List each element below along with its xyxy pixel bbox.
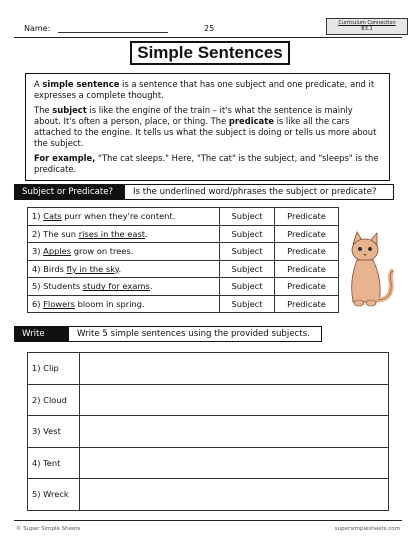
table-row (28, 208, 339, 226)
sentence-number: 6) (32, 298, 44, 309)
predicate-option[interactable]: Predicate (275, 278, 339, 296)
sentence-after: purr when they're content. (61, 211, 176, 222)
write-answer-field[interactable] (80, 447, 389, 479)
underlined-phrase: Apples (43, 246, 72, 257)
table-row (28, 243, 339, 261)
predicate-option[interactable]: Predicate (275, 225, 339, 243)
worksheet-header (14, 18, 402, 38)
header-rule (14, 37, 402, 38)
write-answer-field[interactable] (80, 479, 389, 511)
write-answer-field[interactable] (80, 384, 389, 416)
footer-website: supersimplesheets.com (334, 526, 400, 532)
sentence-number: 1) (32, 211, 44, 222)
sentence-before: The sun (43, 228, 79, 239)
sentence-number: 5) (32, 281, 44, 292)
write-subject-label: 2) Cloud (28, 384, 80, 416)
sentence-number: 2) (32, 228, 44, 239)
write-row (28, 353, 389, 385)
subject-option[interactable]: Subject (220, 208, 275, 226)
write-subject-label: 3) Vest (28, 416, 80, 448)
intro-paragraph-3: For example, "The cat sleeps." Here, "The cat" is the subject, and "sleeps" is the predicate. (34, 153, 379, 174)
term-for-example: For example, (34, 153, 96, 163)
write-row (28, 479, 389, 511)
subject-option[interactable]: Subject (220, 278, 275, 296)
table-row (28, 295, 339, 313)
sentence-cell (28, 260, 220, 278)
footer-copyright: © Super Simple Sheets (16, 526, 81, 532)
underlined-phrase: Flowers (43, 298, 75, 309)
subject-option[interactable]: Subject (220, 260, 275, 278)
predicate-option[interactable]: Predicate (275, 208, 339, 226)
write-subject-label: 4) Tent (28, 447, 80, 479)
footer-rule (14, 520, 402, 521)
sentence-after: bloom in spring. (74, 298, 145, 309)
section-subject-predicate-instruction: Is the underlined word/phrases the subject or predicate? (124, 184, 394, 200)
table-row (28, 260, 339, 278)
predicate-option[interactable]: Predicate (275, 260, 339, 278)
sentence-cell (28, 295, 220, 313)
term-simple-sentence: simple sentence (42, 79, 120, 89)
subject-option[interactable]: Subject (220, 243, 275, 261)
write-row (28, 384, 389, 416)
write-row (28, 416, 389, 448)
underlined-phrase: Cats (43, 211, 62, 222)
predicate-option[interactable]: Predicate (275, 295, 339, 313)
write-row (28, 447, 389, 479)
table-row (28, 278, 339, 296)
name-line[interactable] (58, 32, 168, 33)
sentence-after: . (145, 228, 148, 239)
write-subject-label: 1) Clip (28, 353, 80, 385)
page-title: Simple Sentences (130, 41, 290, 65)
intro-paragraph-2: The subject is like the engine of the train – it's what the sentence is mainly about. It's often a person, place, or thing. The predicate is like all the cars attached to the engine. It tells us what the subject is doing or tells us more about the subject. (34, 105, 377, 148)
sentence-before: Birds (43, 263, 67, 274)
underlined-phrase: fly in the sky (66, 263, 119, 274)
sentence-cell (28, 225, 220, 243)
intro-paragraph-1: A simple sentence is a sentence that has one subject and one predicate, and it expresses a complete thought. (34, 79, 375, 100)
cat-illustration (339, 230, 399, 310)
underlined-phrase: rises in the east (78, 228, 146, 239)
sentence-after: . (149, 281, 153, 292)
curriculum-title: Curriculum Connection (338, 20, 396, 26)
curriculum-code: B3.1 (361, 26, 373, 32)
underlined-phrase: study for exams (82, 281, 150, 292)
sentence-cell (28, 243, 220, 261)
section-write-instruction: Write 5 simple sentences using the provided subjects. (68, 326, 322, 342)
write-answer-field[interactable] (80, 353, 389, 385)
curriculum-connection-box (326, 18, 408, 35)
page-number: 25 (204, 24, 215, 33)
table-row (28, 225, 339, 243)
section-write-label: Write (14, 326, 68, 342)
intro-box (25, 73, 390, 181)
sentence-number: 4) (32, 263, 44, 274)
subject-option[interactable]: Subject (220, 225, 275, 243)
write-answer-field[interactable] (80, 416, 389, 448)
term-predicate: predicate (228, 116, 274, 126)
subject-predicate-table (27, 207, 339, 313)
term-subject: subject (52, 105, 87, 115)
sentence-number: 3) (32, 246, 44, 257)
subject-option[interactable]: Subject (220, 295, 275, 313)
write-table (27, 352, 389, 511)
section-subject-predicate-label: Subject or Predicate? (14, 184, 124, 200)
sentence-after: grow on trees. (71, 246, 134, 257)
name-label: Name: (24, 24, 51, 33)
predicate-option[interactable]: Predicate (275, 243, 339, 261)
sentence-cell (28, 208, 220, 226)
sentence-before: Students (43, 281, 83, 292)
sentence-after: . (118, 263, 122, 274)
write-subject-label: 5) Wreck (28, 479, 80, 511)
sentence-cell (28, 278, 220, 296)
